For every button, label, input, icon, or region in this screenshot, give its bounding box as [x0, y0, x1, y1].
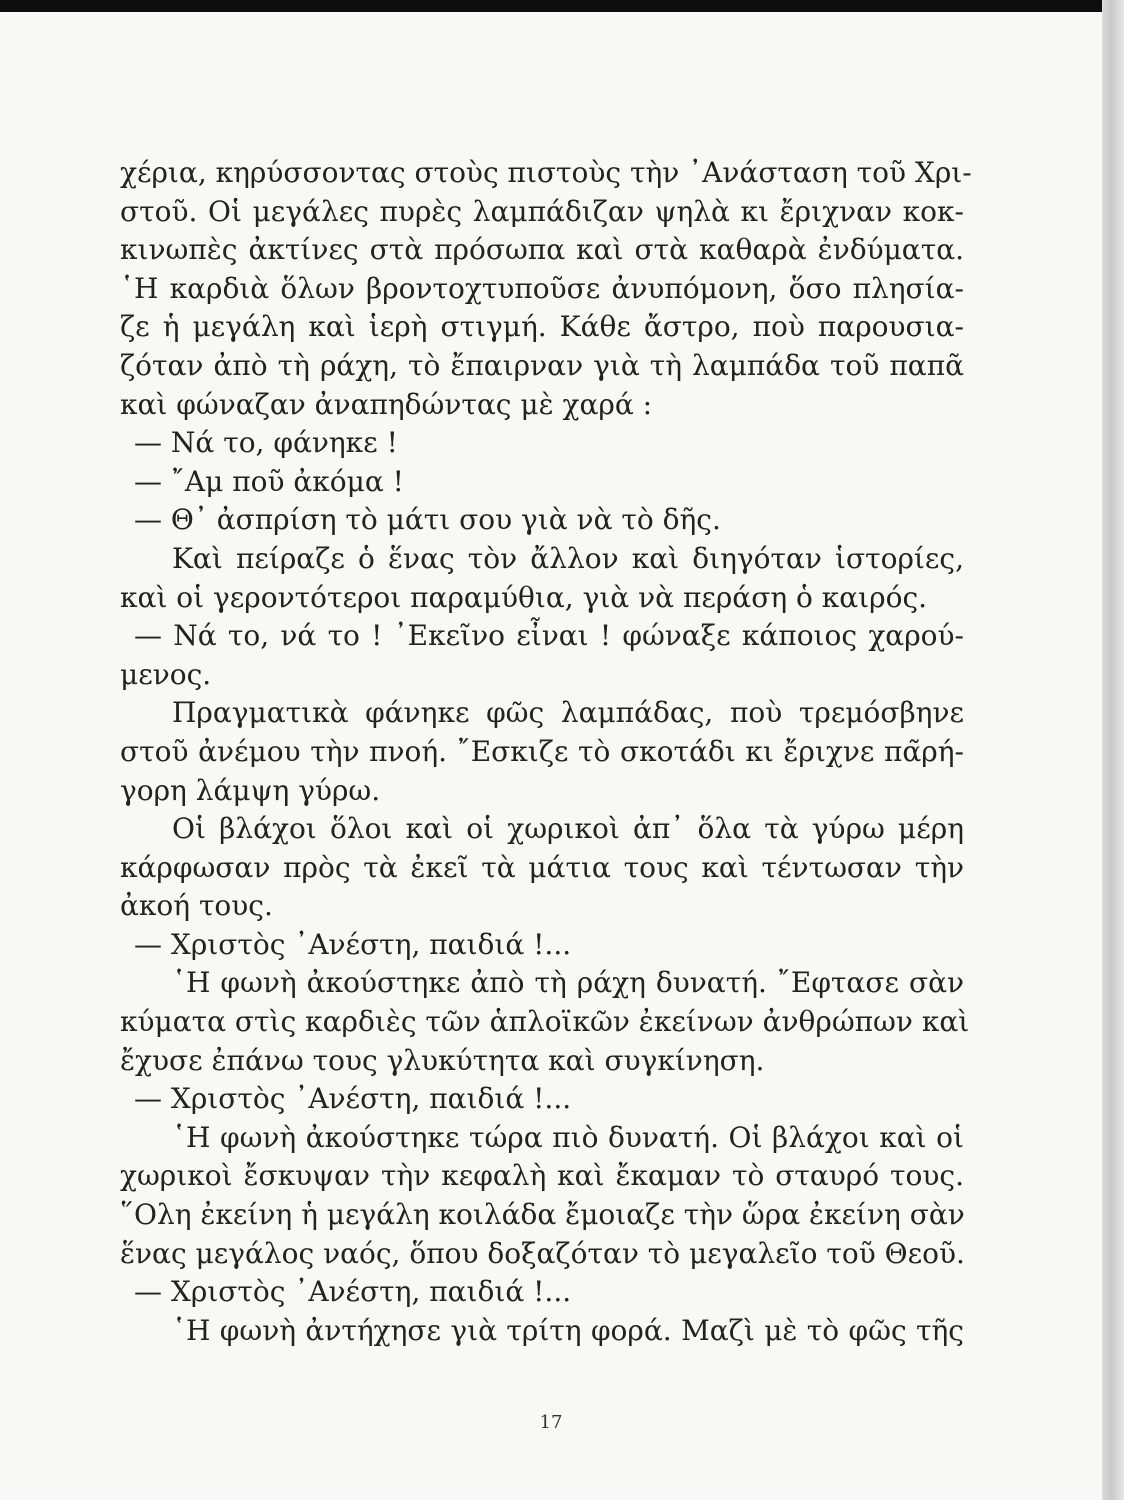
- text-line: ἔχυσε ἐπάνω τους γλυκύτητα καὶ συγκίνηση.: [120, 1043, 765, 1077]
- text-line: — Θ᾿ ἀσπρίση τὸ μάτι σου γιὰ νὰ τὸ δῆς.: [134, 503, 721, 537]
- text-line: — ῎Αμ ποῦ ἀκόμα !: [134, 464, 404, 498]
- text-line: καὶ φώναζαν ἀναπηδώντας μὲ χαρά :: [120, 387, 653, 421]
- text-line: στοῦ ἀνέμου τὴν πνοή. ῎Εσκιζε τὸ σκοτάδι κι ἔριχνε πα̃ρή-: [120, 734, 964, 768]
- text-line: κινωπὲς ἀκτίνες στὰ πρόσωπα καὶ στὰ καθαρὰ ἐνδύματα.: [120, 233, 964, 267]
- text-line: κύματα στὶς καρδιὲς τῶν ἁπλοϊκῶν ἐκείνων ἀνθρώπων καὶ: [120, 1005, 970, 1039]
- text-line: Καὶ πείραζε ὁ ἕνας τὸν ἄλλον καὶ διηγόταν ἱστορίες,: [172, 541, 964, 575]
- text-line: μενος.: [120, 657, 212, 691]
- text-line: ῾Η φωνὴ ἀντήχησε γιὰ τρίτη φορά. Μαζὶ μὲ τὸ φῶς τῆς: [172, 1313, 964, 1347]
- text-line: ἀκοή τους.: [120, 889, 273, 923]
- text-line: χέρια, κηρύσσοντας στοὺς πιστοὺς τὴν ᾿Ανάσταση τοῦ Χρι-: [120, 156, 972, 189]
- text-line: — Χριστὸς ᾿Ανέστη, παιδιά !...: [134, 1082, 572, 1116]
- text-line: ζόταν ἀπὸ τὴ ράχη, τὸ ἔπαιρναν γιὰ τὴ λαμπάδα τοῦ παπᾶ: [120, 348, 964, 382]
- text-line: καὶ οἱ γεροντότεροι παραμύθια, γιὰ νὰ περάση ὁ καιρός.: [120, 580, 928, 614]
- text-line: γορη λάμψη γύρω.: [120, 773, 381, 807]
- text-line: Οἱ βλάχοι ὅλοι καὶ οἱ χωρικοὶ ἀπ᾿ ὅλα τὰ γύρω μέρη: [172, 812, 964, 846]
- text-line: ῾Η φωνὴ ἀκούστηκε τώρα πιὸ δυνατή. Οἱ βλάχοι καὶ οἱ: [172, 1120, 964, 1154]
- scan-top-edge: [0, 0, 1124, 12]
- text-line: ἕνας μεγάλος ναός, ὅπου δοξαζόταν τὸ μεγαλεῖο τοῦ Θεοῦ.: [120, 1236, 965, 1270]
- text-line: κάρφωσαν πρὸς τὰ ἐκεῖ τὰ μάτια τους καὶ τέντωσαν τὴν: [120, 850, 964, 884]
- text-line: ῾Η καρδιὰ ὅλων βροντοχτυποῦσε ἀνυπόμονη, ὅσο πλησία-: [120, 271, 964, 305]
- book-page: [0, 12, 1102, 1500]
- text-line: — Χριστὸς ᾿Ανέστη, παιδιά !...: [134, 927, 572, 961]
- text-line: χωρικοὶ ἔσκυψαν τὴν κεφαλὴ καὶ ἔκαμαν τὸ σταυρό τους.: [120, 1159, 964, 1193]
- page-number: 17: [539, 1412, 563, 1433]
- text-line: — Νά το, νά το ! ᾿Εκεῖνο εἶναι ! φώναξε κάποιος χαρού-: [134, 619, 964, 653]
- text-line: — Χριστὸς ᾿Ανέστη, παιδιά !...: [134, 1275, 572, 1309]
- text-line: Πραγματικὰ φάνηκε φῶς λαμπάδας, ποὺ τρεμόσβηνε: [172, 696, 964, 730]
- text-line: — Νά το, φάνηκε !: [134, 426, 398, 460]
- text-line: ῾Η φωνὴ ἀκούστηκε ἀπὸ τὴ ράχη δυνατή. ῎Εφτασε σὰν: [172, 966, 964, 1000]
- text-line: ῞Ολη ἐκείνη ἡ μεγάλη κοιλάδα ἔμοιαζε τὴν ὥρα ἐκείνη σὰν: [120, 1198, 965, 1232]
- text-line: στοῦ. Οἱ μεγάλες πυρὲς λαμπάδιζαν ψηλὰ κι ἔριχναν κοκ-: [120, 194, 964, 228]
- body-text: [120, 154, 972, 1350]
- text-line: ζε ἡ μεγάλη καὶ ἱερὴ στιγμή. Κάθε ἄστρο, ποὺ παρουσια-: [120, 310, 964, 344]
- scan-right-edge: [1102, 0, 1124, 1500]
